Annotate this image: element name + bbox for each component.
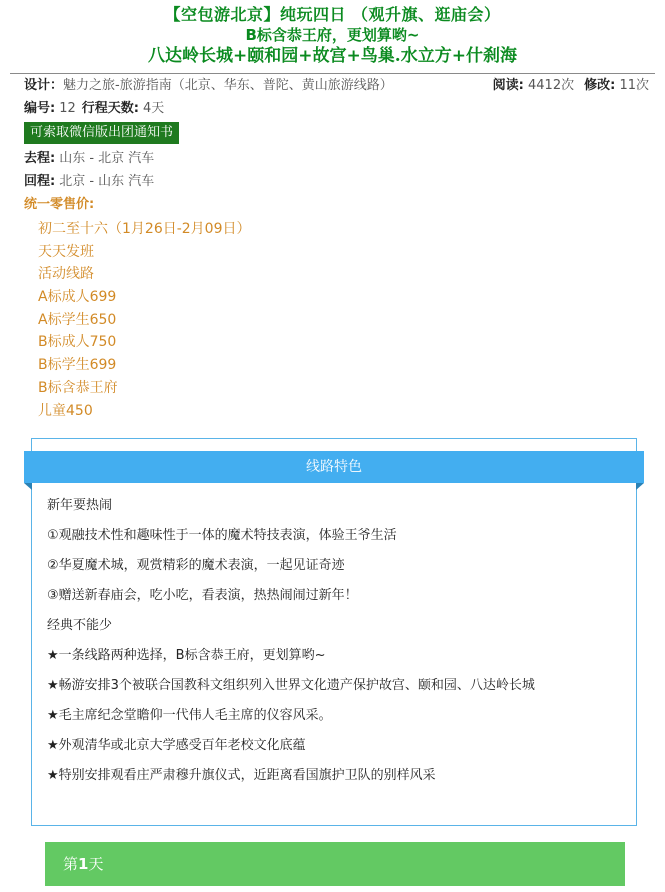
feature-line: ★一条线路两种选择，B标含恭王府，更划算哟~	[47, 648, 326, 663]
feature-line: ②华夏魔术城，观赏精彩的魔术表演，一起见证奇迹	[47, 558, 345, 573]
edits-count: 11次	[619, 78, 649, 93]
return-row	[24, 170, 649, 193]
day-1-header[interactable]	[45, 842, 625, 886]
price-header-row	[24, 193, 649, 216]
feature-line: 经典不能少	[47, 618, 113, 633]
price-item: A标学生650	[38, 311, 117, 328]
edits-label: 修改:	[584, 78, 616, 93]
departure-row	[24, 147, 649, 170]
feature-line: ★特别安排观看庄严肃穆升旗仪式，近距离看国旗护卫队的别样风采	[47, 768, 436, 783]
days-value: 4天	[142, 101, 165, 116]
price-label: 统一零售价:	[24, 197, 95, 212]
title-line-1: 【空包游北京】纯玩四日 （观升旗、逛庙会）	[164, 5, 501, 24]
designer-link[interactable]: 魅力之旅-旅游指南（北京、华东、普陀、黄山旅游线路）	[63, 78, 393, 93]
return-value: 北京 - 山东 汽车	[59, 174, 155, 189]
title-line-2: B标含恭王府，更划算哟~	[245, 26, 420, 44]
price-item: 儿童450	[38, 402, 93, 419]
feature-line: ★畅游安排3个被联合国教科文组织列入世界文化遗产保护故宫、颐和园、八达岭长城	[47, 678, 535, 693]
feature-line: 新年要热闹	[47, 498, 113, 513]
days-label: 行程天数:	[81, 101, 139, 116]
features-heading: 线路特色	[24, 451, 644, 483]
feature-line: ①观融技术性和趣味性于一体的魔术特技表演，体验王爷生活	[47, 528, 397, 543]
route-title	[0, 0, 665, 67]
views-label: 阅读:	[492, 78, 524, 93]
price-item: B标成人750	[38, 334, 117, 351]
features-list	[47, 497, 627, 797]
number-label: 编号:	[24, 101, 56, 116]
number-value: 12	[59, 101, 76, 116]
day-suffix: 天	[88, 855, 104, 873]
departure-value: 山东 - 北京 汽车	[59, 151, 155, 166]
return-label: 回程:	[24, 174, 56, 189]
wechat-notice-button[interactable]: 可索取微信版出团通知书	[24, 122, 179, 144]
day-number: 1	[78, 855, 89, 873]
number-row	[24, 97, 649, 120]
price-item: 活动线路	[38, 266, 94, 283]
feature-line: ③赠送新春庙会，吃小吃，看表演，热热闹闹过新年！	[47, 588, 358, 603]
price-item: B标含恭王府	[38, 379, 118, 396]
designer-row	[24, 74, 649, 97]
feature-line: ★毛主席纪念堂瞻仰一代伟人毛主席的仪容风采。	[47, 708, 332, 723]
designer-label: 设计：	[24, 78, 64, 93]
stats	[493, 74, 649, 97]
day-prefix: 第	[63, 855, 79, 873]
price-list	[24, 218, 649, 422]
price-item: 天天发班	[38, 243, 94, 260]
views-count: 4412次	[528, 78, 575, 93]
route-meta	[0, 74, 665, 422]
price-item: B标学生699	[38, 357, 117, 374]
price-item: A标成人699	[38, 289, 117, 306]
feature-line: ★外观清华或北京大学感受百年老校文化底蕴	[47, 738, 306, 753]
notice-row	[24, 120, 649, 147]
price-item: 初二至十六（1月26日-2月09日）	[38, 221, 251, 237]
departure-label: 去程:	[24, 151, 56, 166]
title-line-3: 八达岭长城+颐和园+故宫+鸟巢.水立方+什刹海	[148, 46, 517, 66]
